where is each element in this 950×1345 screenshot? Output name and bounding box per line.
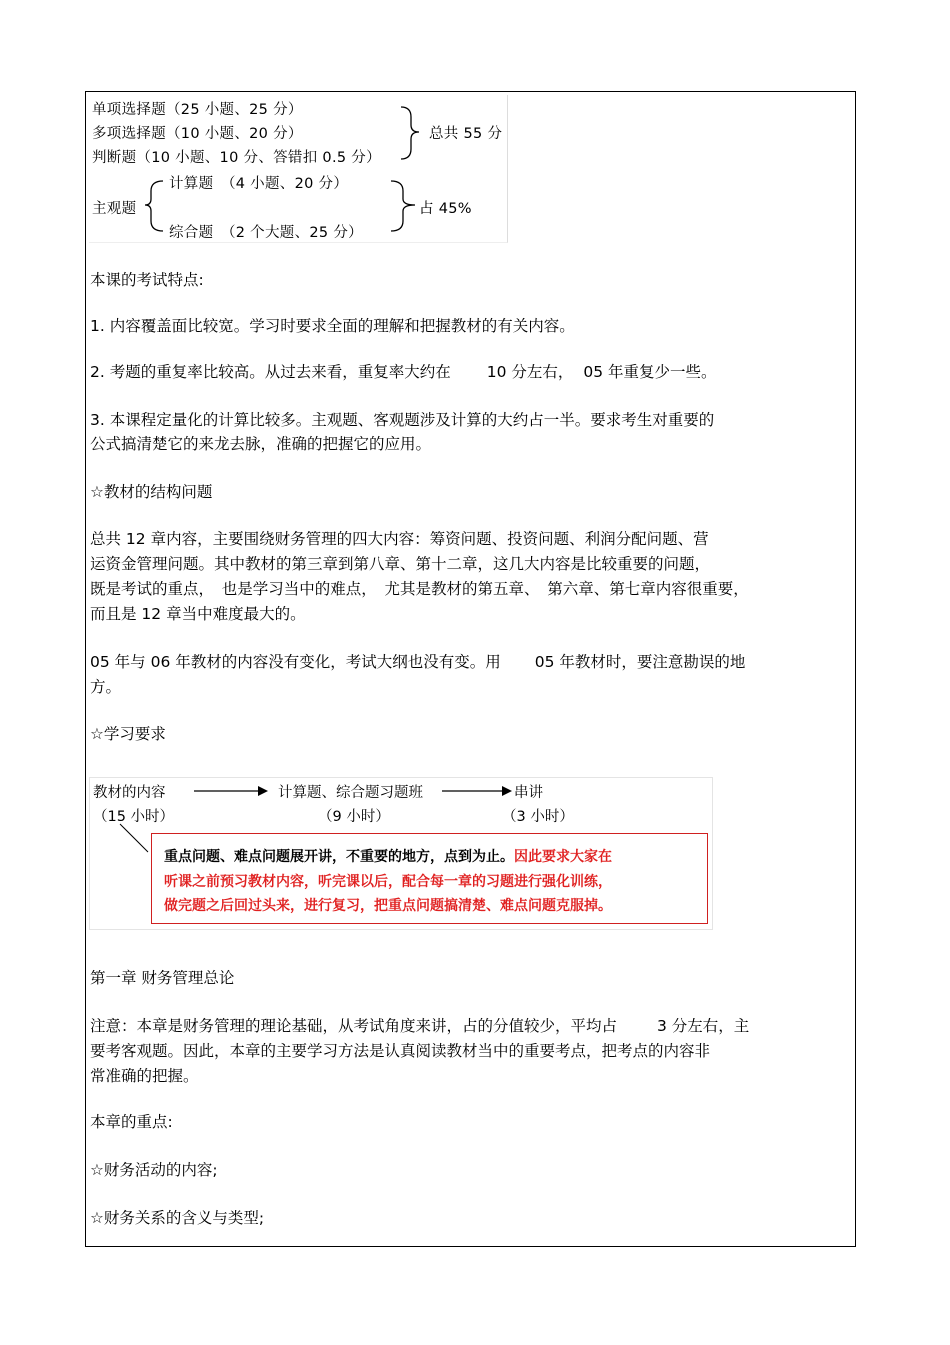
structure-line-4: 而且是 12 章当中难度最大的。 xyxy=(90,605,306,623)
flow-step-3-hours: （3 小时） xyxy=(502,809,574,825)
key-point-2: ☆财务关系的含义与类型; xyxy=(90,1209,265,1227)
feature-2-part-a: 2. 考题的重复率比较高。从过去来看，重复率大约在 xyxy=(90,363,451,381)
feature-3-line-1: 3. 本课程定量化的计算比较多。主观题、客观题涉及计算的大约占一半。要求考生对重要的 xyxy=(90,411,715,429)
feature-2-part-b: 10 分左右， xyxy=(486,363,574,381)
flow-step-2: 计算题、综合题习题班 xyxy=(278,785,423,801)
multi-choice-label: 多项选择题（10 小题、20 分） xyxy=(92,126,303,142)
materials-line-2: 方。 xyxy=(90,678,122,696)
comprehensive-label: 综合题 （2 个大题、25 分） xyxy=(169,225,363,241)
chapter-title: 第一章 财务管理总论 xyxy=(90,969,235,987)
structure-line-3: 既是考试的重点， 也是学习当中的难点， 尤其是教材的第五章、 第六章、第七章内容很重要， xyxy=(90,580,749,598)
flow-step-1-hours: （15 小时） xyxy=(93,809,175,825)
structure-line-1: 总共 12 章内容，主要围绕财务管理的四大内容：筹资问题、投资问题、利润分配问题、营 xyxy=(90,530,709,548)
feature-2 xyxy=(90,360,717,384)
flow-step-3: 串讲 xyxy=(514,785,543,801)
structure-line-2: 运资金管理问题。其中教材的第三章到第八章、第十二章，这几大内容是比较重要的问题， xyxy=(90,555,711,573)
feature-1: 1. 内容覆盖面比较宽。学习时要求全面的理解和把握教材的有关内容。 xyxy=(90,317,575,335)
study-flow-figure xyxy=(89,777,713,930)
exam-structure-figure xyxy=(89,95,508,243)
feature-3-line-2: 公式搞清楚它的来龙去脉，准确的把握它的应用。 xyxy=(90,435,432,453)
single-choice-label: 单项选择题（25 小题、25 分） xyxy=(92,102,303,118)
materials-line-1 xyxy=(90,650,745,674)
structure-heading: ☆教材的结构问题 xyxy=(90,483,213,501)
note-line-1-part-a: 注意：本章是财务管理的理论基础，从考试角度来讲，占的分值较少，平均占 xyxy=(90,1017,618,1035)
note-line-3: 常准确的把握。 xyxy=(90,1067,199,1085)
key-points-heading: 本章的重点: xyxy=(90,1113,173,1131)
flow-step-1: 教材的内容 xyxy=(93,785,166,801)
study-note-box xyxy=(151,833,708,924)
feature-2-part-c: 05 年重复少一些。 xyxy=(583,363,717,381)
true-false-label: 判断题（10 小题、10 分、答错扣 0.5 分） xyxy=(92,150,381,166)
note-line-2: 要考客观题。因此，本章的主要学习方法是认真阅读教材当中的重要考点，把考点的内容非 xyxy=(90,1042,711,1060)
features-heading: 本课的考试特点: xyxy=(90,271,204,289)
study-note-line-1 xyxy=(164,846,612,866)
study-heading: ☆学习要求 xyxy=(90,725,166,743)
subjective-label: 主观题 xyxy=(92,201,137,217)
calculation-label: 计算题 （4 小题、20 分） xyxy=(169,176,349,192)
study-note-line-1-black: 重点问题、难点问题展开讲，不重要的地方，点到为止。 xyxy=(164,849,514,865)
objective-total-label: 总共 55 分 xyxy=(429,126,503,142)
flow-step-2-hours: （9 小时） xyxy=(318,809,390,825)
study-note-line-1-red: 因此要求大家在 xyxy=(514,849,612,865)
note-line-1 xyxy=(90,1014,749,1038)
subjective-share-label: 占 45% xyxy=(419,201,472,217)
study-note-line-2: 听课之前预习教材内容，听完课以后，配合每一章的习题进行强化训练， xyxy=(164,874,612,890)
materials-line-1-part-a: 05 年与 06 年教材的内容没有变化，考试大纲也没有变。用 xyxy=(90,653,501,671)
study-note-line-3: 做完题之后回过头来，进行复习，把重点问题搞清楚、难点问题克服掉。 xyxy=(164,898,612,914)
note-line-1-part-b: 3 分左右，主 xyxy=(657,1017,750,1035)
key-point-1: ☆财务活动的内容; xyxy=(90,1161,218,1179)
brace-graphics xyxy=(89,95,507,242)
materials-line-1-part-b: 05 年教材时，要注意勘误的地 xyxy=(534,653,746,671)
